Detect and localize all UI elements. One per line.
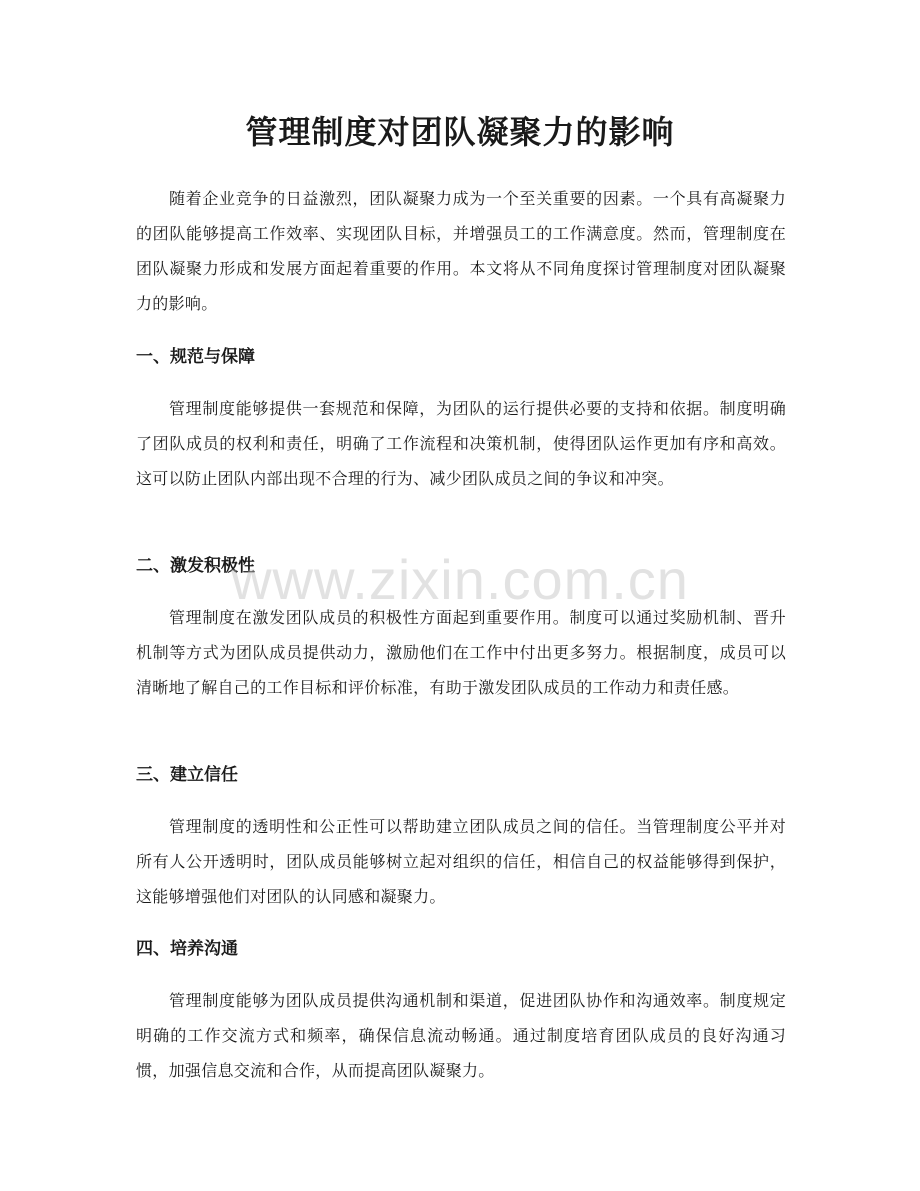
section-body-4: 管理制度能够为团队成员提供沟通机制和渠道，促进团队协作和沟通效率。制度规定明确的工作交流方式和频率，确保信息流动畅通。通过制度培育团队成员的良好沟通习惯，加强信息交流和合作，从而提高团队凝聚力。 bbox=[136, 991, 786, 1080]
watermark: www.zixin.com.cn bbox=[231, 548, 689, 611]
section-body-3: 管理制度的透明性和公正性可以帮助建立团队成员之间的信任。当管理制度公平并对所有人公开透明时，团队成员能够树立起对组织的信任，相信自己的权益能够得到保护，这能够增强他们对团队的认同感和凝聚力。 bbox=[136, 817, 786, 906]
intro-paragraph: 随着企业竞争的日益激烈，团队凝聚力成为一个至关重要的因素。一个具有高凝聚力的团队能够提高工作效率、实现团队目标，并增强员工的工作满意度。然而，管理制度在团队凝聚力形成和发展方面起着重要的作用。本文将从不同角度探讨管理制度对团队凝聚力的影响。 bbox=[136, 189, 786, 313]
section-heading-3: 三、建立信任 bbox=[136, 765, 238, 785]
section-heading-2: 二、激发积极性 bbox=[136, 556, 255, 576]
section-body-2: 管理制度在激发团队成员的积极性方面起到重要作用。制度可以通过奖励机制、晋升机制等方式为团队成员提供动力，激励他们在工作中付出更多努力。根据制度，成员可以清晰地了解自己的工作目标和评价标准，有助于激发团队成员的工作动力和责任感。 bbox=[136, 608, 786, 697]
section-heading-1: 一、规范与保障 bbox=[136, 347, 255, 367]
section-heading-4: 四、培养沟通 bbox=[136, 939, 238, 959]
document-title: 管理制度对团队凝聚力的影响 bbox=[245, 113, 675, 151]
section-body-1: 管理制度能够提供一套规范和保障，为团队的运行提供必要的支持和依据。制度明确了团队成员的权利和责任，明确了工作流程和决策机制，使得团队运作更加有序和高效。这可以防止团队内部出现不合理的行为、减少团队成员之间的争议和冲突。 bbox=[136, 399, 786, 488]
